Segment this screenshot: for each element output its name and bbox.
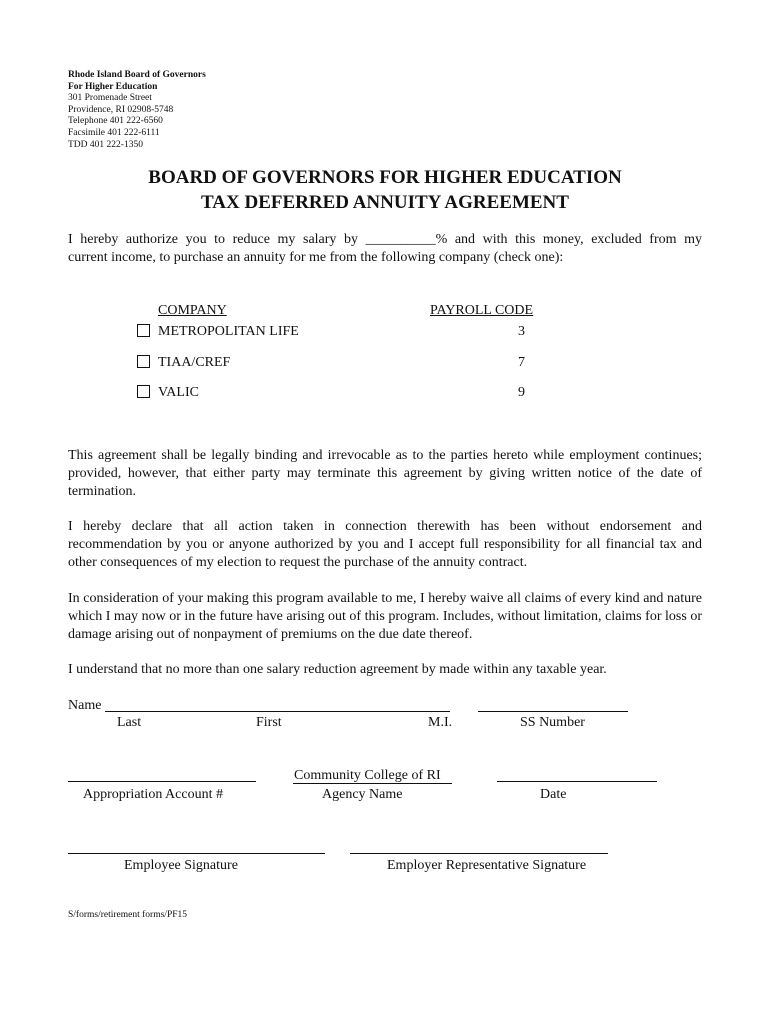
employer-signature-label: Employer Representative Signature [387,858,587,873]
city-address: Providence, RI 02908-5748 [68,104,174,115]
form-title-line2: TAX DEFERRED ANNUITY AGREEMENT [201,192,569,213]
agency-name-label: Agency Name [322,787,403,802]
company-column-header: COMPANY [158,303,227,318]
form-reference: S/forms/retirement forms/PF15 [68,910,188,920]
paragraph-waiver: In consideration of your making this program available to me, I hereby waive all claims of every kind and nature which I may now or in the future have arising out of this program. Includes, without limitation, claims for loss or damage arising out of nonpayment of premiums on the due date thereof. [68,591,702,642]
paragraph-declaration: I hereby declare that all action taken in connection therewith has been without endorsement and recommendation by you or anyone authorized by you and I accept full responsibility for all financial tax and other consequences of my election to request the purchase of the annuity contract. [68,519,702,570]
checkbox-tiaa-cref[interactable] [137,355,150,368]
date-label: Date [540,787,567,802]
form-title-line1: BOARD OF GOVERNORS FOR HIGHER EDUCATION [148,167,622,188]
ss-number-label: SS Number [520,715,585,730]
agency-name-value: Community College of RI [294,768,441,783]
intro-line1: I hereby authorize you to reduce my salary by __________% and with this money, excluded from my [68,232,702,247]
paragraph-one-agreement: I understand that no more than one salary reduction agreement by made within any taxable year. [68,662,607,677]
first-name-label: First [256,715,282,730]
payroll-code-tiaa-cref: 7 [518,355,525,370]
paragraph-binding-agreement: This agreement shall be legally binding and irrevocable as to the parties hereto while employment continues; provided, however, that either party may terminate this agreement by giving written notice of the date of termination. [68,448,702,499]
payroll-code-valic: 9 [518,385,525,400]
telephone: Telephone 401 222-6560 [68,116,163,127]
company-metropolitan-life: METROPOLITAN LIFE [158,324,299,339]
employee-signature-line[interactable] [68,853,325,854]
appropriation-account-input-line[interactable] [68,781,256,782]
employer-signature-line[interactable] [350,853,608,854]
intro-line2: current income, to purchase an annuity for me from the following company (check one): [68,250,564,265]
org-name: Rhode Island Board of Governors [68,70,206,80]
facsimile: Facsimile 401 222-6111 [68,127,160,138]
checkbox-valic[interactable] [137,385,150,398]
ss-number-input-line[interactable] [478,711,628,712]
payroll-code-column-header: PAYROLL CODE [430,303,534,318]
last-name-label: Last [117,715,142,730]
agency-name-underline [293,783,452,784]
tdd: TDD 401 222-1350 [68,139,143,150]
date-input-line[interactable] [497,781,657,782]
employee-signature-label: Employee Signature [124,858,238,873]
middle-initial-label: M.I. [428,715,453,730]
letterhead [68,70,206,151]
street-address: 301 Promenade Street [68,93,152,104]
name-input-line[interactable] [105,711,450,712]
checkbox-metropolitan-life[interactable] [137,324,150,337]
payroll-code-metropolitan-life: 3 [518,324,525,339]
name-label: Name [68,698,102,713]
company-tiaa-cref: TIAA/CREF [158,355,231,370]
org-subtitle: For Higher Education [68,81,158,92]
company-valic: VALIC [158,385,199,400]
appropriation-account-label: Appropriation Account # [83,787,223,802]
